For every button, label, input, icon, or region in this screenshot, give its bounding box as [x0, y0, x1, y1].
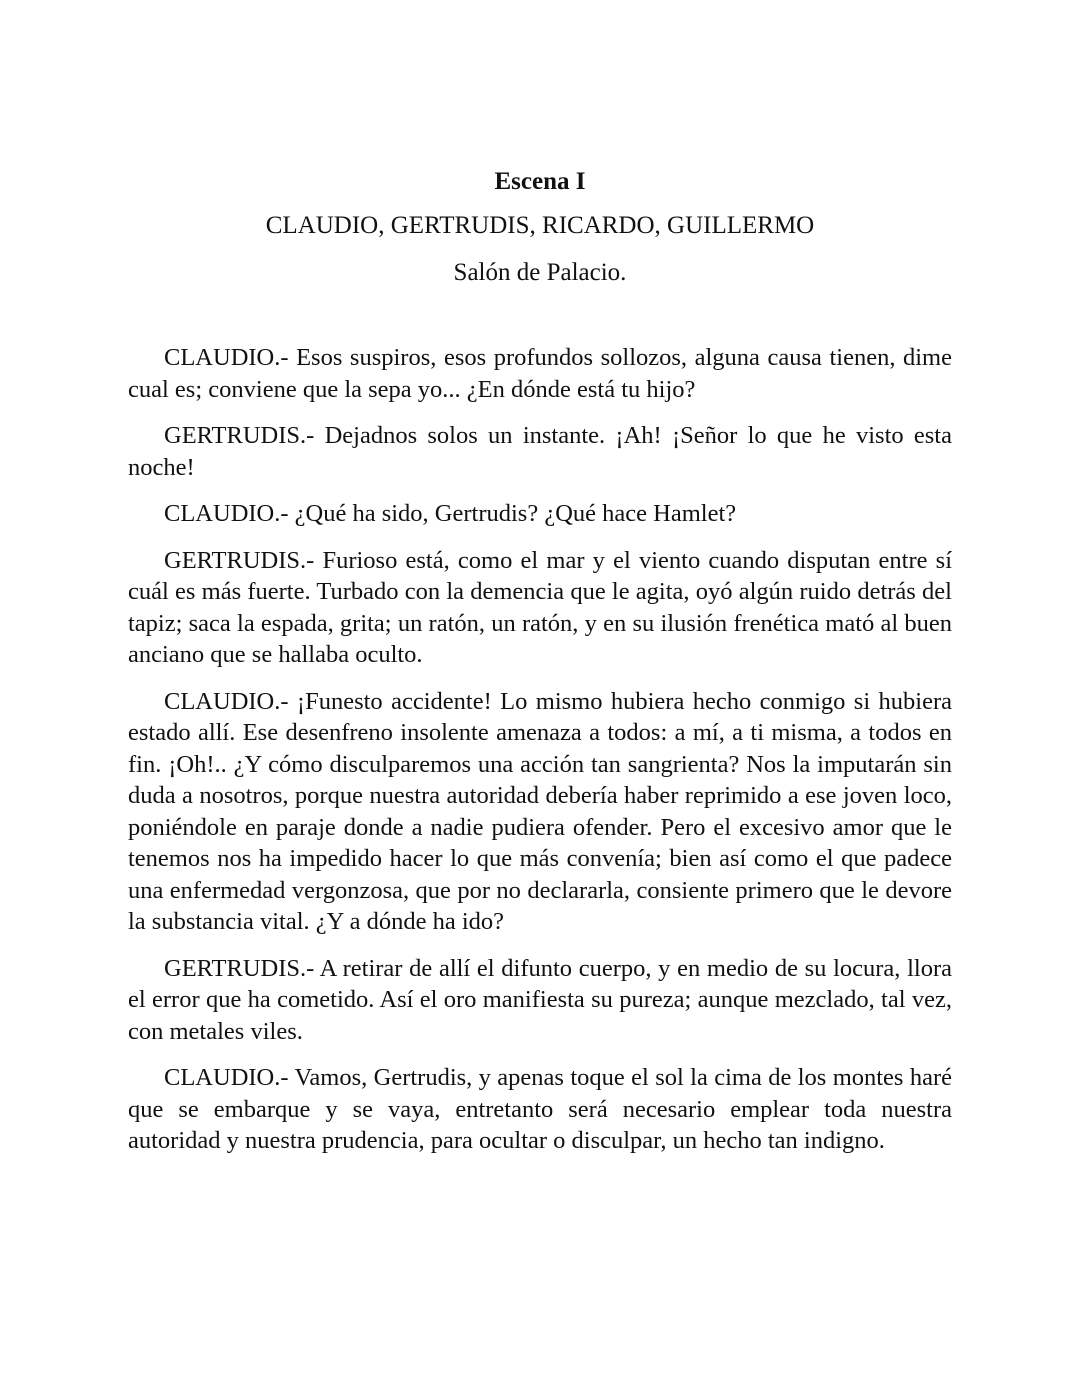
scene-title: Escena I [494, 168, 586, 195]
speech-paragraph: CLAUDIO.- Vamos, Gertrudis, y apenas toque el sol la cima de los montes haré que se embarque y se vaya, entretanto será necesario emplear toda nuestra autoridad y nuestra prudencia, para ocultar o disculpar, un hecho tan indigno. [128, 1064, 952, 1154]
speech-paragraph: CLAUDIO.- Esos suspiros, esos profundos sollozos, alguna causa tienen, dime cual es; conviene que la sepa yo... ¿En dónde está tu hijo? [128, 344, 952, 403]
speech-paragraph: CLAUDIO.- ¡Funesto accidente! Lo mismo hubiera hecho conmigo si hubiera estado allí. Ese desenfreno insolente amenaza a todos: a mí, a ti misma, a todos en fin. ¡Oh!.. ¿Y cómo disculparemos una acción tan sangrienta? Nos la imputarán sin duda a nosotros, porque nuestra autoridad debería haber reprimido a ese joven loco, poniéndole en paraje donde a nadie pudiera ofender. Pero el excesivo amor que le tenemos nos ha impedido hacer lo que más convenía; bien así como el que padece una enfermedad vergonzosa, que por no declararla, consiente primero que le devore la substancia vital. ¿Y a dónde ha ido? [128, 687, 952, 935]
speech-paragraph: CLAUDIO.- ¿Qué ha sido, Gertrudis? ¿Qué hace Hamlet? [164, 500, 737, 527]
scene-setting: Salón de Palacio. [453, 259, 627, 286]
scene-characters: CLAUDIO, GERTRUDIS, RICARDO, GUILLERMO [265, 212, 815, 239]
speech-paragraph: GERTRUDIS.- Dejadnos solos un instante. ¡Ah! ¡Señor lo que he visto esta noche! [128, 422, 952, 481]
speech-paragraph: GERTRUDIS.- Furioso está, como el mar y el viento cuando disputan entre sí cuál es más fuerte. Turbado con la demencia que le agita, oyó algún ruido detrás del tapiz; saca la espada, grita; un ratón, un ratón, y en su ilusión frenética mató al buen anciano que se hallaba oculto. [128, 546, 952, 668]
speech-paragraph: GERTRUDIS.- A retirar de allí el difunto cuerpo, y en medio de su locura, llora el error que ha cometido. Así el oro manifiesta su pureza; aunque mezclado, tal vez, con metales viles. [128, 954, 952, 1045]
dialogue-body [128, 342, 952, 1172]
